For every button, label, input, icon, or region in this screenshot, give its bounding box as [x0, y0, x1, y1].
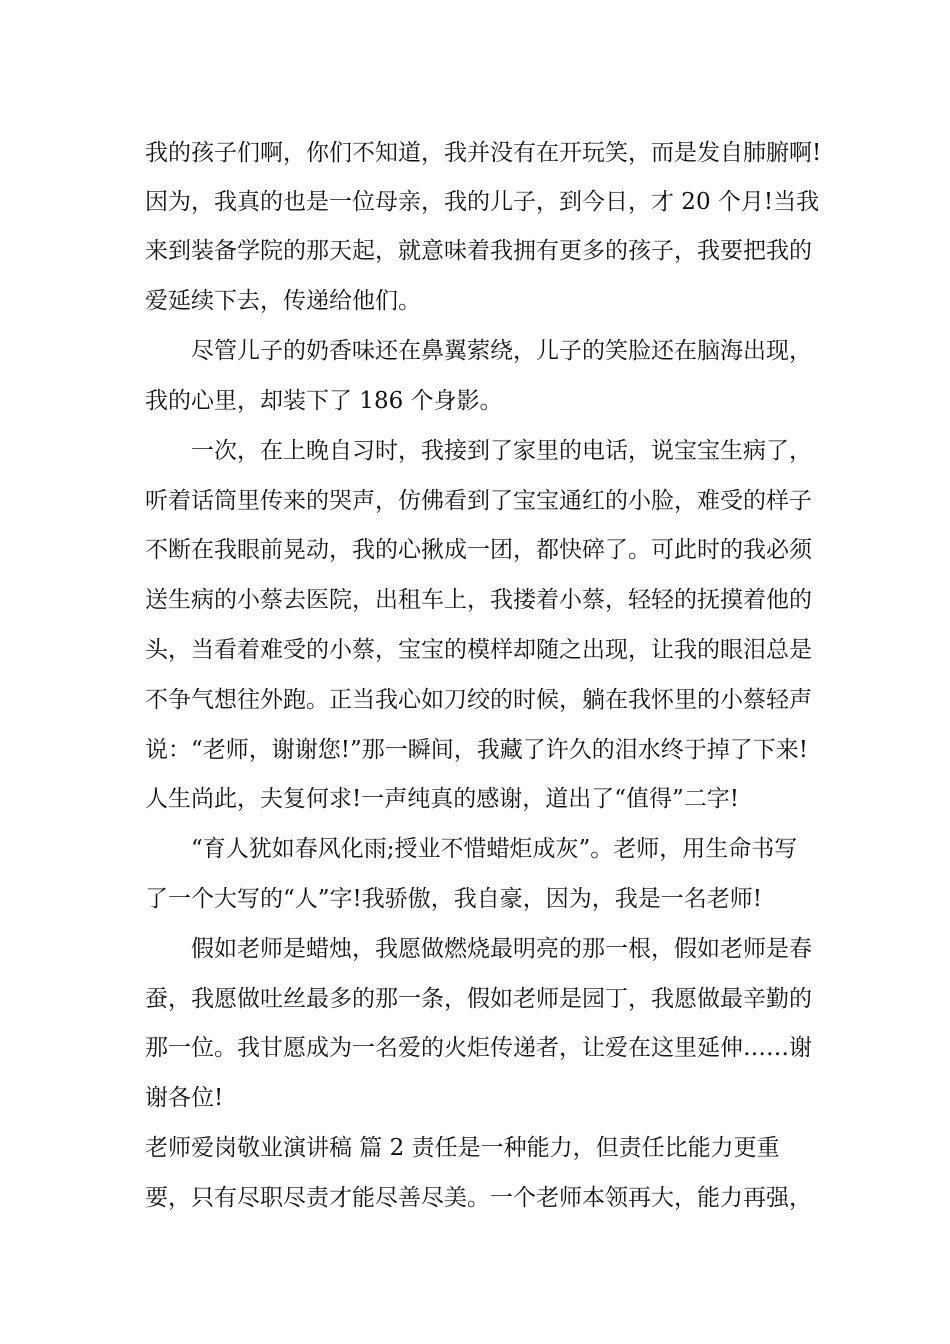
- text-line: 我的孩子们啊，你们不知道，我并没有在开玩笑，而是发自肺腑啊!: [145, 140, 822, 166]
- text-line: 要，只有尽职尽责才能尽善尽美。一个老师本领再大，能力再强，: [145, 1185, 812, 1211]
- text-line: 头，当看着难受的小蔡，宝宝的模样却随之出现，让我的眼泪总是: [145, 637, 812, 663]
- text-line: 说：“老师，谢谢您!”那一瞬间，我藏了许久的泪水终于掉了下来!: [145, 737, 809, 763]
- text-line: 我的心里，却装下了 186 个身影。: [145, 388, 503, 414]
- text-line: 送生病的小蔡去医院，出租车上，我搂着小蔡，轻轻的抚摸着他的: [145, 587, 812, 613]
- text-line: 假如老师是蜡烛，我愿做燃烧最明亮的那一根，假如老师是春: [191, 936, 812, 962]
- text-line: 来到装备学院的那天起，就意味着我拥有更多的孩子，我要把我的: [145, 238, 812, 264]
- text-line: 不争气想往外跑。正当我心如刀绞的时候，躺在我怀里的小蔡轻声: [145, 687, 812, 713]
- section-heading-line: 老师爱岗敬业演讲稿 篇 2 责任是一种能力，但责任比能力更重: [145, 1135, 780, 1161]
- text-line: 人生尚此，夫复何求!一声纯真的感谢，道出了“值得”二字!: [145, 786, 740, 812]
- text-line: 谢各位!: [145, 1085, 224, 1111]
- text-line: 了一个大写的“人”字!我骄傲，我自豪，因为，我是一名老师!: [145, 886, 763, 912]
- text-line: 一次，在上晚自习时，我接到了家里的电话，说宝宝生病了，: [191, 438, 812, 464]
- text-line: 不断在我眼前晃动，我的心揪成一团，都快碎了。可此时的我必须: [145, 537, 812, 563]
- text-line: 因为，我真的也是一位母亲，我的儿子，到今日，才 20 个月!当我: [145, 189, 820, 215]
- text-line: “育人犹如春风化雨;授业不惜蜡炬成灰”。老师，用生命书写: [191, 836, 798, 862]
- text-line: 尽管儿子的奶香味还在鼻翼萦绕，儿子的笑脸还在脑海出现，: [191, 338, 812, 364]
- text-line: 蚕，我愿做吐丝最多的那一条，假如老师是园丁，我愿做最辛勤的: [145, 986, 812, 1012]
- text-line: 那一位。我甘愿成为一名爱的火炬传递者，让爱在这里延伸……谢: [145, 1035, 812, 1061]
- text-line: 听着话筒里传来的哭声，仿佛看到了宝宝通红的小脸，难受的样子: [145, 488, 812, 514]
- text-line: 爱延续下去，传递给他们。: [145, 288, 421, 314]
